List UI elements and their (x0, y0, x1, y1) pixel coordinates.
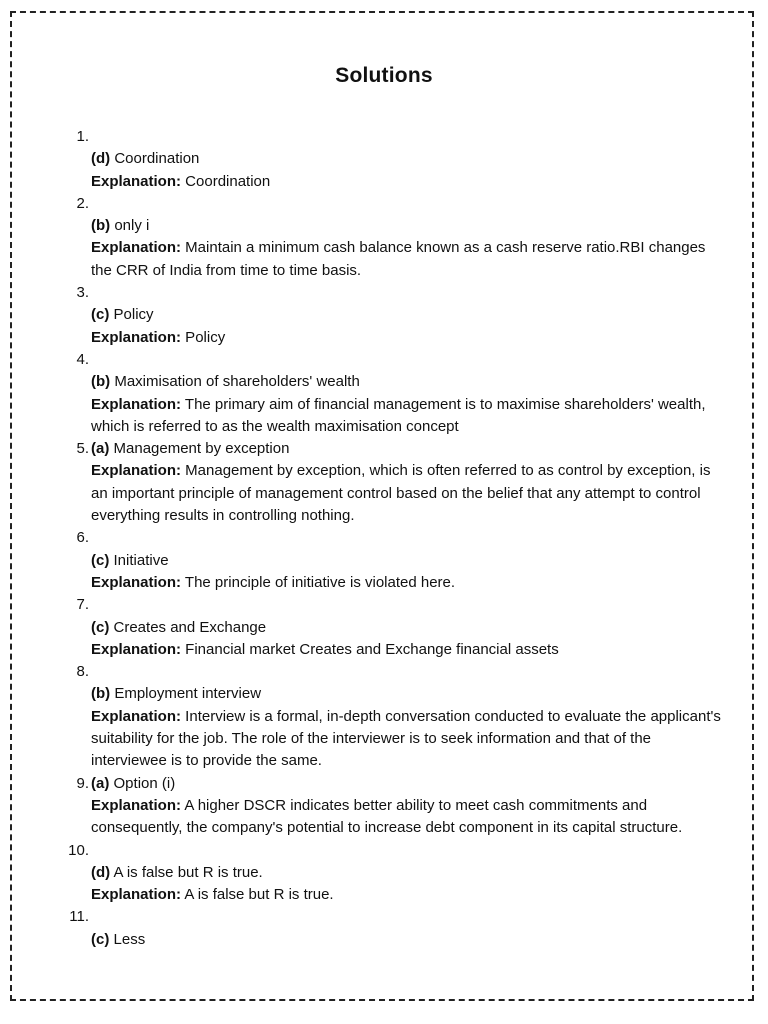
explanation (91, 237, 728, 282)
explanation (91, 327, 728, 349)
answer-option: (b) (91, 373, 111, 391)
solution-number: 5. (76, 440, 89, 458)
answer-option: (c) (91, 306, 110, 324)
answer-text: Creates and Exchange (109, 618, 267, 636)
explanation-label: Explanation: (91, 573, 182, 591)
number-line (91, 282, 728, 304)
answer-line (91, 304, 728, 326)
number-line (91, 661, 728, 683)
answer-line (91, 862, 728, 884)
answer-text: Policy (109, 306, 154, 324)
solution-number: 3. (76, 284, 89, 302)
solution-number: 2. (76, 194, 89, 212)
explanation-text: Financial market Creates and Exchange financial assets (181, 640, 559, 658)
explanation-label: Explanation: (91, 707, 182, 725)
solutions-list (68, 126, 728, 951)
explanation-text: Maintain a minimum cash balance known as a cash reserve ratio.RBI changes the CRR of India from time to time basis. (91, 239, 706, 279)
number-line (91, 906, 728, 928)
explanation-label: Explanation: (91, 640, 182, 658)
answer-text: Less (109, 930, 146, 948)
solution-item (68, 594, 728, 661)
explanation-label: Explanation: (91, 395, 182, 413)
number-line (91, 527, 728, 549)
answer-option: (b) (91, 217, 111, 235)
solution-number: 6. (76, 529, 89, 547)
answer-text: Maximisation of shareholders' wealth (110, 373, 360, 391)
answer-option: (d) (91, 150, 111, 168)
solution-number: 8. (76, 663, 89, 681)
answer-line (91, 371, 728, 393)
answer-line (91, 148, 728, 170)
answer-text: Coordination (110, 150, 200, 168)
answer-line (91, 550, 728, 572)
solution-item (68, 438, 728, 527)
answer-text: Option (i) (109, 774, 176, 792)
solution-item (68, 193, 728, 282)
explanation (91, 171, 728, 193)
answer-line (91, 438, 728, 460)
explanation-text: The primary aim of financial management is to maximise shareholders' wealth, which is referred to as the wealth maximisation concept (91, 395, 706, 435)
answer-option: (b) (91, 685, 111, 703)
answer-line (91, 617, 728, 639)
explanation-text: A higher DSCR indicates better ability to meet cash commitments and consequently, the company's potential to increase debt component in its capital structure. (91, 796, 683, 837)
explanation-label: Explanation: (91, 172, 182, 190)
number-line (91, 594, 728, 616)
page-title: Solutions (335, 64, 433, 87)
explanation (91, 795, 728, 840)
explanation (91, 572, 728, 594)
explanation (91, 706, 728, 773)
explanation-label: Explanation: (91, 796, 182, 814)
number-line (91, 126, 728, 148)
solution-item (68, 126, 728, 193)
answer-option: (c) (91, 930, 110, 948)
answer-line (91, 215, 728, 237)
explanation-text: Coordination (181, 172, 271, 190)
explanation-label: Explanation: (91, 328, 182, 346)
solution-item (68, 906, 728, 951)
explanation-label: Explanation: (91, 239, 182, 257)
solution-number: 11. (69, 908, 89, 926)
answer-line (91, 683, 728, 705)
answer-line (91, 773, 728, 795)
solution-item (68, 773, 728, 840)
answer-text: Initiative (109, 551, 169, 569)
number-line (91, 193, 728, 215)
solution-number: 9. (76, 774, 89, 792)
explanation (91, 884, 728, 906)
explanation-text: Management by exception, which is often referred to as control by exception, is an important principle of management control based on the belief that any attempt to control everything results in controlling nothing. (91, 462, 711, 525)
answer-option: (c) (91, 551, 110, 569)
solution-item (68, 527, 728, 594)
explanation-text: Interview is a formal, in-depth conversation conducted to evaluate the applicant's suitability for the job. The role of the interviewer is to seek information and that of the interviewee is to provide the same. (91, 707, 721, 770)
answer-text: only i (110, 217, 150, 235)
answer-text: Employment interview (110, 685, 262, 703)
answer-option: (c) (91, 618, 110, 636)
solution-item (68, 282, 728, 349)
solution-number: 4. (76, 350, 89, 368)
explanation (91, 639, 728, 661)
solution-item (68, 840, 728, 907)
solution-number: 7. (76, 596, 89, 614)
explanation-label: Explanation: (91, 886, 182, 904)
solution-item (68, 661, 728, 772)
answer-option: (a) (91, 440, 110, 458)
solution-item (68, 349, 728, 438)
solution-number: 10. (68, 841, 89, 859)
answer-option: (a) (91, 774, 110, 792)
explanation-text: The principle of initiative is violated here. (181, 573, 456, 591)
answer-text: A is false but R is true. (110, 863, 263, 881)
solution-number: 1. (76, 128, 89, 145)
explanation (91, 394, 728, 439)
answer-line (91, 929, 728, 951)
explanation (91, 460, 728, 527)
number-line (91, 349, 728, 371)
answer-option: (d) (91, 863, 111, 881)
answer-text: Management by exception (109, 440, 290, 458)
number-line (91, 840, 728, 862)
explanation-text: A is false but R is true. (181, 886, 334, 904)
explanation-text: Policy (181, 328, 226, 346)
explanation-label: Explanation: (91, 462, 182, 480)
